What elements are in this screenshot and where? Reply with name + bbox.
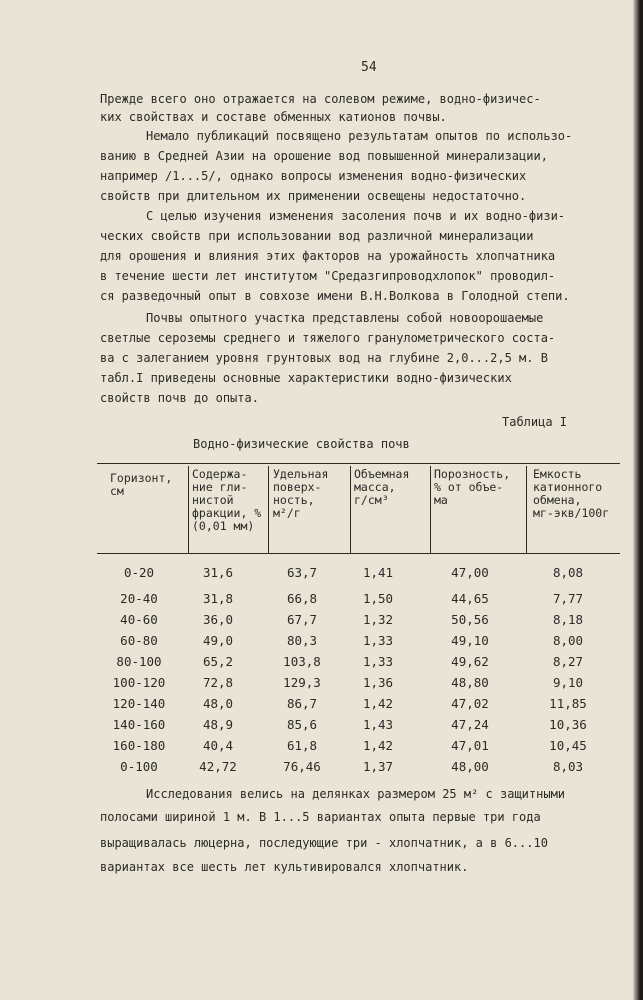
text-line: свойств почв до опыта. — [100, 391, 259, 405]
column-divider — [188, 466, 189, 554]
table-cell: 67,7 — [286, 612, 318, 627]
table-cell: 80,3 — [286, 633, 318, 648]
text-line: Почвы опытного участка представлены собой новоорошаемые — [146, 311, 544, 325]
table-cell: 48,0 — [202, 696, 234, 711]
column-divider — [526, 466, 527, 554]
column-divider — [350, 466, 351, 554]
table-cell: 65,2 — [202, 654, 234, 669]
table-cell: 42,72 — [199, 759, 237, 774]
table-cell: 40,4 — [202, 738, 234, 753]
table-header-rule — [97, 553, 620, 554]
table-top-rule — [97, 463, 620, 464]
table-cell: 31,8 — [202, 591, 234, 606]
table-cell-horizon: 140-160 — [112, 717, 166, 732]
table-cell: 8,18 — [552, 612, 584, 627]
column-divider — [430, 466, 431, 554]
table-cell: 47,02 — [451, 696, 489, 711]
table-cell: 49,10 — [451, 633, 489, 648]
header-horizon: Горизонт, см — [110, 471, 173, 498]
table-cell: 86,7 — [286, 696, 318, 711]
table-cell: 1,33 — [362, 633, 394, 648]
text-line: например /1...5/, однако вопросы изменения водно-физических — [100, 169, 527, 183]
table-cell: 1,32 — [362, 612, 394, 627]
table-cell: 8,03 — [552, 759, 584, 774]
text-line: для орошения и влияния этих факторов на урожайность хлопчатника — [100, 249, 556, 263]
table-cell: 1,36 — [362, 675, 394, 690]
text-line: свойств при длительном их применении освещены недостаточно. — [100, 189, 527, 203]
text-line: Прежде всего оно отражается на солевом режиме, водно-физичес- — [100, 92, 541, 106]
table-cell: 76,46 — [283, 759, 321, 774]
table-cell: 129,3 — [283, 675, 321, 690]
text-line: ких свойствах и составе обменных катионов почвы. — [100, 110, 447, 124]
text-line: светлые сероземы среднего и тяжелого гранулометрического соста- — [100, 331, 556, 345]
table-cell: 11,85 — [549, 696, 587, 711]
table-cell: 1,37 — [362, 759, 394, 774]
table-cell: 61,8 — [286, 738, 318, 753]
text-line: С целью изучения изменения засоления почв и их водно-физи- — [146, 209, 566, 223]
table-cell: 66,8 — [286, 591, 318, 606]
table-cell: 48,80 — [451, 675, 489, 690]
table-cell-horizon: 120-140 — [112, 696, 166, 711]
text-line: вариантах все шесть лет культивировался хлопчатник. — [100, 860, 469, 874]
table-cell: 1,33 — [362, 654, 394, 669]
table-cell-horizon: 0-20 — [123, 565, 155, 580]
header-cec: Емкость катионного обмена, мг-экв/100г — [533, 467, 610, 520]
table-cell: 1,42 — [362, 696, 394, 711]
table-cell: 44,65 — [451, 591, 489, 606]
table-cell-horizon: 80-100 — [116, 654, 162, 669]
table-title: Водно-физические свойства почв — [193, 437, 410, 451]
table-cell: 7,77 — [552, 591, 584, 606]
table-cell: 36,0 — [202, 612, 234, 627]
header-clay-fraction: Содержа- ние гли- нистой фракции, % (0,01 мм) — [192, 467, 262, 533]
table-cell-horizon: 0-100 — [120, 759, 158, 774]
table-cell: 48,00 — [451, 759, 489, 774]
table-cell: 1,50 — [362, 591, 394, 606]
table-cell: 8,08 — [552, 565, 584, 580]
table-cell: 72,8 — [202, 675, 234, 690]
page-edge-shadow — [633, 0, 643, 1000]
table-label: Таблица I — [502, 415, 568, 429]
table-cell: 49,62 — [451, 654, 489, 669]
text-line: ва с залеганием уровня грунтовых вод на глубине 2,0...2,5 м. В — [100, 351, 548, 365]
table-cell: 50,56 — [451, 612, 489, 627]
text-line: выращивалась люцерна, последующие три - хлопчатник, а в 6...10 — [100, 836, 548, 850]
table-cell-horizon: 20-40 — [120, 591, 158, 606]
table-cell: 9,10 — [552, 675, 584, 690]
page-number: 54 — [361, 60, 377, 75]
table-cell: 1,41 — [362, 565, 394, 580]
column-divider — [268, 466, 269, 554]
table-cell-horizon: 160-180 — [112, 738, 166, 753]
header-porosity: Порозность, % от объе- ма — [434, 467, 511, 507]
table-cell: 85,6 — [286, 717, 318, 732]
header-surface-area: Удельная поверх- ность, м²/г — [273, 467, 329, 520]
table-cell: 47,01 — [451, 738, 489, 753]
table-cell: 8,27 — [552, 654, 584, 669]
table-cell: 48,9 — [202, 717, 234, 732]
table-cell: 1,43 — [362, 717, 394, 732]
table-cell-horizon: 60-80 — [120, 633, 158, 648]
text-line: табл.I приведены основные характеристики водно-физических — [100, 371, 512, 385]
table-cell: 47,24 — [451, 717, 489, 732]
table-cell: 10,36 — [549, 717, 587, 732]
text-line: Немало публикаций посвящено результатам опытов по использо- — [146, 129, 573, 143]
text-line: ванию в Средней Азии на орошение вод повышенной минерализации, — [100, 149, 548, 163]
table-cell: 47,00 — [451, 565, 489, 580]
text-line: полосами шириной 1 м. В 1...5 вариантах опыта первые три года — [100, 810, 541, 824]
table-cell: 49,0 — [202, 633, 234, 648]
text-line: ся разведочный опыт в совхозе имени В.Н.Волкова в Голодной степи. — [100, 289, 570, 303]
table-cell-horizon: 40-60 — [120, 612, 158, 627]
text-line: ческих свойств при использовании вод различной минерализации — [100, 229, 534, 243]
table-cell-horizon: 100-120 — [112, 675, 166, 690]
text-line: Исследования велись на делянках размером 25 м² с защитными — [146, 787, 566, 801]
table-cell: 31,6 — [202, 565, 234, 580]
table-cell: 10,45 — [549, 738, 587, 753]
table-cell: 1,42 — [362, 738, 394, 753]
table-cell: 103,8 — [283, 654, 321, 669]
table-cell: 63,7 — [286, 565, 318, 580]
table-cell: 8,00 — [552, 633, 584, 648]
text-line: в течение шести лет институтом "Средазгипроводхлопок" проводил- — [100, 269, 556, 283]
header-bulk-density: Объемная масса, г/см³ — [354, 467, 410, 507]
